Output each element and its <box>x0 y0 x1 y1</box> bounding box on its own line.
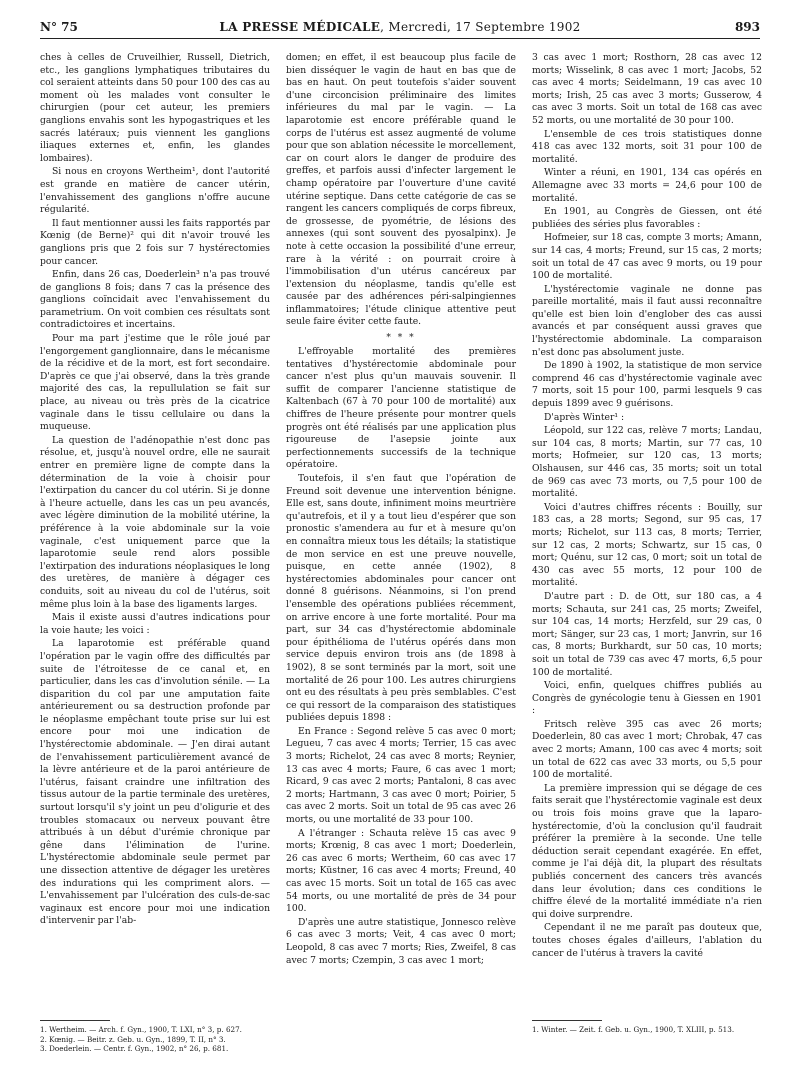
issue-date: , Mercredi, 17 Septembre 1902 <box>380 20 581 34</box>
paragraph: Cependant il ne me paraît pas douteux que, toutes choses égales d'ailleurs, l'ablation du cancer de l'utérus à travers la cavité <box>532 922 762 959</box>
paragraph: L'ensemble de ces trois statistiques donne 418 cas avec 132 morts, soit 31 pour 100 de mortalité. <box>532 128 762 165</box>
footnote-rule <box>40 1020 110 1021</box>
journal-name: LA PRESSE MÉDICALE <box>219 20 381 34</box>
page-number: 893 <box>734 20 760 34</box>
paragraph: D'après Winter¹ : <box>544 411 625 423</box>
footnote-rule <box>532 1020 602 1021</box>
paragraph: En France : Segond relève 5 cas avec 0 mort; Legueu, 7 cas avec 4 morts; Terrier, 15 cas avec 3 morts; Richelot, 24 cas avec 8 morts; Reynier, 13 cas avec 4 morts; Faure, 6 cas avec 1 mort; Ricard, 9 cas avec 2 morts; Pantaloni, 8 cas avec 2 morts; Hartmann, 3 cas avec 0 mort; Poirier, 5 cas avec 2 morts. Soit un total de 95 cas avec 26 morts, ou une mortalité de 33 pour 100. <box>286 725 516 826</box>
paragraph: La question de l'adénopathie n'est donc pas résolue, et, jusqu'à nouvel ordre, elle ne saurait entrer en première ligne de compte dans la détermination de la voie à choisir pour l'extirpation du cancer du col utérin. Si je donne à l'heure actuelle, dans les cas un peu avancés, avec légère diminution de la mobilité utérine, la préférence à la voie abdominale sur la voie vaginale, c'est uniquement parce que la laparotomie seule rend alors possible l'extirpation des indurations néoplasiques le long des uretères, de manière à dégager ces conduits, soit au niveau du col de l'utérus, soit même plus loin à la base des ligaments larges. <box>40 434 270 610</box>
footnotes-column-3 <box>532 1020 762 1035</box>
paragraph: Voici d'autres chiffres récents : Bouilly, sur 183 cas, a 28 morts; Segond, sur 95 cas, 17 morts; Richelot, sur 113 cas, 8 morts; Terrier, sur 12 cas, 2 morts; Schwartz, sur 15 cas, 0 mort; Quénu, sur 12 cas, 0 mort; soit un total de 430 cas avec 55 morts, 12 pour 100 de mortalité. <box>532 501 762 589</box>
paragraph: D'après une autre statistique, Jonnesco relève 6 cas avec 3 morts; Veit, 4 cas avec 0 mort; Leopold, 8 cas avec 7 morts; Ries, Zweifel, 8 cas avec 7 morts; Czempin, 3 cas avec 1 mort; <box>286 916 516 966</box>
footnote: 1. Wertheim. — Arch. f. Gyn., 1900, T. LXI, n° 3, p. 627. <box>40 1025 242 1034</box>
paragraph: A l'étranger : Schauta relève 15 cas avec 9 morts; Krœnig, 8 cas avec 1 mort; Doederlein, 26 cas avec 6 morts; Wertheim, 60 cas avec 17 morts; Küstner, 16 cas avec 4 morts; Freund, 40 cas avec 15 morts. Soit un total de 165 cas avec 54 morts, ou une mortalité de près de 34 pour 100. <box>286 827 516 915</box>
paragraph: Léopold, sur 122 cas, relève 7 morts; Landau, sur 104 cas, 8 morts; Martin, sur 77 cas, 10 morts; Hofmeier, sur 120 cas, 13 morts; Olshausen, sur 446 cas, 35 morts; soit un total de 969 cas avec 73 morts, ou 7,5 pour 100 de mortalité. <box>532 425 762 500</box>
paragraph: D'autre part : D. de Ott, sur 180 cas, a 4 morts; Schauta, sur 241 cas, 25 morts; Zweifel, sur 104 cas, 14 morts; Herzfeld, sur 29 cas, 0 mort; Sänger, sur 23 cas, 1 mort; Janvrin, sur 16 cas, 8 morts; Burkhardt, sur 50 cas, 10 morts; soit un total de 739 cas avec 47 morts, 6,5 pour 100 de mortalité. <box>532 590 762 678</box>
paragraph: Pour ma part j'estime que le rôle joué par l'engorgement ganglionnaire, dans le mécanisme de la récidive et de la mort, est fort secondaire. D'après ce que j'ai observé, dans la très grande majorité des cas, la repullulation se fait sur place, au niveau ou très près de la cicatrice vaginale dans le tissu cellulaire ou dans la muqueuse. <box>40 333 270 433</box>
column-2 <box>286 52 516 967</box>
paragraph: Toutefois, il s'en faut que l'opération de Freund soit devenue une intervention bénigne. Elle est, sans doute, infiniment moins meurtrière qu'autrefois, et il y a tout lieu d'espérer que son pronostic s'amendera au fur et à mesure qu'on en connaîtra mieux tous les détails; la statistique de mon service en est une preuve nouvelle, puisque, en cette année (1902), 8 hystérectomies abdominales pour cancer ont donné 8 guérisons. Néanmoins, si l'on prend l'ensemble des opérations publiées récemment, on arrive encore à une forte mortalité. Pour ma part, sur 34 cas d'hystérectomie abdominale pour épithélioma de l'utérus opérés dans mon service depuis environ trois ans (de 1898 à 1902), 8 se sont terminés par la mort, soit une mortalité de 26 pour 100. Les autres chirurgiens ont eu des résultats à peu près semblables. C'est ce qui ressort de la comparaison des statistiques publiées depuis 1898 : <box>286 473 516 724</box>
paragraph: 3 cas avec 1 mort; Rosthorn, 28 cas avec 12 morts; Wisselink, 8 cas avec 1 mort; Jacobs, 52 cas avec 4 morts; Seidelmann, 19 cas avec 10 morts; Irish, 25 cas avec 3 morts; Gusserow, 4 cas avec 3 morts. Soit un total de 168 cas avec 52 morts, ou une mortalité de 30 pour 100. <box>532 52 762 126</box>
paragraph: Si nous en croyons Wertheim¹, dont l'autorité est grande en matière de cancer utérin, l'envahissement des ganglions n'offre aucune régularité. <box>40 166 270 216</box>
paragraph: De 1890 à 1902, la statistique de mon service comprend 46 cas d'hystérectomie vaginale avec 7 morts, soit 15 pour 100, parmi lesquels 9 cas depuis 1899 avec 9 guérisons. <box>532 360 762 410</box>
paragraph: Winter a réuni, en 1901, 134 cas opérés en Allemagne avec 33 morts = 24,6 pour 100 de mortalité. <box>532 167 762 204</box>
footnote: 2. Kœnig. — Beitr. z. Geb. u. Gyn., 1899, T. II, n° 3. <box>40 1034 226 1044</box>
issue-number: N° 75 <box>40 20 78 34</box>
running-header <box>40 18 760 39</box>
paragraph: La laparotomie est préférable quand l'opération par le vagin offre des difficultés par suite de l'étroitesse de ce canal et, en particulier, dans les cas d'involution sénile. — La disparition du col par une amputation faite antérieurement ou sa destruction profonde par le néoplasme empêchant toute prise sur lui est encore pour moi une indication de l'hystérectomie abdominale. — J'en dirai autant de l'envahissement particulièrement avancé de la lèvre antérieure et de la paroi antérieure de l'utérus, faisant craindre une infiltration des tissus autour de la partie terminale des uretères, surtout lorsqu'il s'y joint un peu d'oligurie et des troubles stomacaux ou nerveux pouvant être attribués à un début d'urémie chronique par gêne dans l'élimination de l'urine. L'hystérectomie abdominale seule permet par une dissection attentive de dégager les uretères des indurations qui les compriment alors. — L'envahissement par l'ulcération des culs-de-sac vaginaux est encore pour moi une indication d'intervenir par l'ab- <box>40 638 270 927</box>
section-separator: * * * <box>386 333 416 344</box>
column-1 <box>40 52 270 928</box>
paragraph: Voici, enfin, quelques chiffres publiés au Congrès de gynécologie tenu à Giessen en 1901 : <box>532 680 762 717</box>
paragraph: En 1901, au Congrès de Giessen, ont été publiées des séries plus favorables : <box>532 206 762 230</box>
paragraph: La première impression qui se dégage de ces faits serait que l'hystérectomie vaginale est deux ou trois fois moins grave que la laparo-hystérectomie, d'où la conclusion qu'il faudrait préférer la première à la seconde. Une telle déduction serait cependant exagérée. En effet, comme je l'ai déjà dit, la plupart des résultats publiés concernent des cancers très avancés dans leur évolution; dans ces conditions le chiffre élevé de la mortalité immédiate n'a rien qui doive surprendre. <box>532 782 762 920</box>
paragraph: Fritsch relève 395 cas avec 26 morts; Doederlein, 80 cas avec 1 mort; Chrobak, 47 cas avec 2 morts; Amann, 100 cas avec 4 morts; soit un total de 622 cas avec 33 morts, ou 5,5 pour 100 de mortalité. <box>532 718 762 781</box>
paragraph: L'hystérectomie vaginale ne donne pas pareille mortalité, mais il faut aussi reconnaître qu'elle est bien loin d'englober des cas aussi avancés et par conséquent aussi graves que l'hystérectomie abdominale. La comparaison n'est donc pas absolument juste. <box>532 283 762 358</box>
paragraph: Hofmeier, sur 18 cas, compte 3 morts; Amann, sur 14 cas, 4 morts; Freund, sur 15 cas, 2 morts; soit un total de 47 cas avec 9 morts, ou 19 pour 100 de mortalité. <box>532 232 762 282</box>
paragraph: ches à celles de Cruveilhier, Russell, Dietrich, etc., les ganglions lymphatiques tributaires du col seraient atteints dans 50 pour 100 des cas au moment où les malades vont consulter le chirurgien (pour cet auteur, les premiers ganglions envahis sont les hypogastriques et les sacrés latéraux; puis viennent les ganglions iliaques externes et, enfin, les glandes lombaires). <box>40 52 270 164</box>
paragraph: Il faut mentionner aussi les faits rapportés par Kœnig (de Berne)² qui dit n'avoir trouvé les ganglions pris que 2 fois sur 7 hystérectomies pour cancer. <box>40 217 270 267</box>
paragraph: Mais il existe aussi d'autres indications pour la voie haute; les voici : <box>40 612 270 636</box>
footnote: 3. Doederlein. — Centr. f. Gyn., 1902, n° 26, p. 681. <box>40 1044 229 1054</box>
journal-title-line <box>40 20 760 34</box>
footnote: 1. Winter. — Zeit. f. Geb. u. Gyn., 1900, T. XLIII, p. 513. <box>532 1025 735 1034</box>
paragraph: Enfin, dans 26 cas, Doederlein³ n'a pas trouvé de ganglions 8 fois; dans 7 cas la présence des ganglions coïncidait avec l'envahissement du parametrium. On voit combien ces résultats sont contradictoires et incertains. <box>40 269 270 331</box>
footnotes-column-1 <box>40 1020 270 1054</box>
paragraph: domen; en effet, il est beaucoup plus facile de bien disséquer le vagin de haut en bas que de bas en haut. On peut toutefois s'aider souvent d'une circoncision préliminaire des limites inférieures du mal par le vagin. — La laparotomie est encore préférable quand le corps de l'utérus est assez augmenté de volume pour que son ablation nécessite le morcellement, car on court alors le danger de produire des greffes, et parfois aussi d'infecter largement le champ opératoire par l'ouverture d'une cavité utérine septique. Dans cette catégorie de cas se rangent les cancers compliqués de corps fibreux, de grossesse, de pyométrie, de lésions des annexes (qui sont souvent des pyosalpinx). Je note à cette occasion la possibilité d'une erreur, rare à la vérité : on pourrait croire à l'immobilisation d'un utérus cancéreux par l'extension du néoplasme, tandis qu'elle est causée par des adhérences péri-salpingiennes inflammatoires; l'étude clinique attentive peut seule faire éviter cette faute. <box>286 52 516 328</box>
paragraph: L'effroyable mortalité des premières tentatives d'hystérectomie abdominale pour cancer n'est plus qu'un mauvais souvenir. Il suffit de comparer l'ancienne statistique de Kaltenbach (67 à 70 pour 100 de mortalité) aux chiffres de l'heure présente pour montrer quels progrès ont été réalisés par une application plus rigoureuse de l'asepsie jointe aux perfectionnements successifs de la technique opératoire. <box>286 346 516 471</box>
column-3 <box>532 52 762 960</box>
